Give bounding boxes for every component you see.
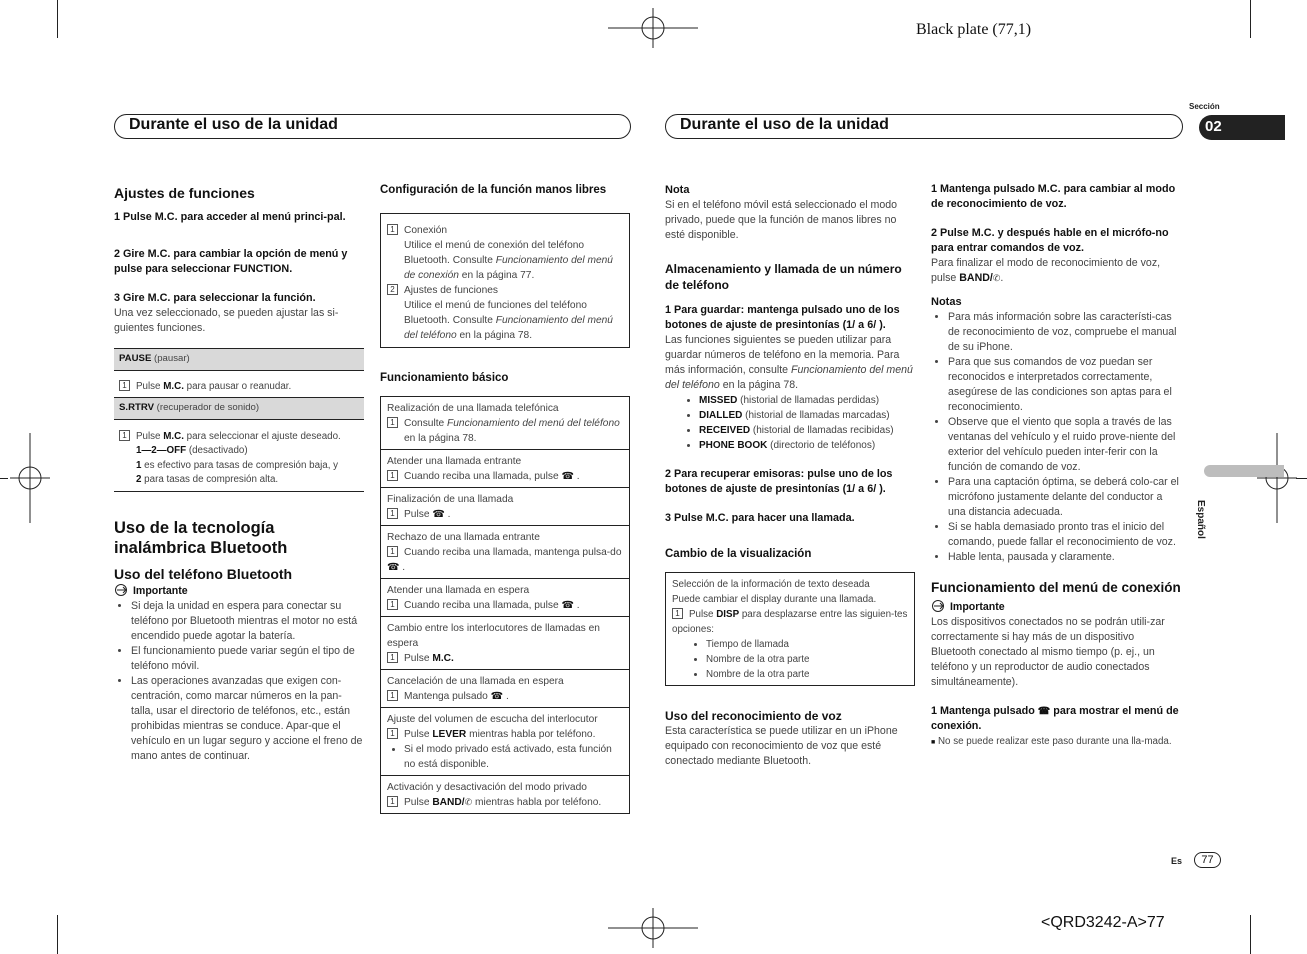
list-item: • Si se habla demasiado pronto tras el inicio del comando, puede fallar el reconocimiento de voz. (948, 520, 1181, 550)
voice-title: Uso del reconocimiento de voz (665, 709, 842, 723)
step-3-text: Una vez seleccionado, se pueden ajustar las si-guientes funciones. (114, 307, 339, 334)
column-1 (114, 182, 364, 764)
store-step-1-text: Las funciones siguientes se pueden utilizar para guardar números de teléfono en la memoria. Para más información, consulte Funcionamiento del menú del teléfono en la página 78. (665, 334, 913, 391)
table-row: Ajuste del volumen de escucha del interlocutor 1 Pulse LEVER mientras habla por teléfono. • Si el modo privado está activado, esta función no está disponible. (381, 708, 629, 776)
important-hand-icon (931, 600, 947, 612)
phone-handset-icon: ☎ (1037, 706, 1051, 717)
crop-line (0, 478, 8, 479)
list-item: • Nombre de la otra parte (706, 667, 908, 682)
crop-mark-icon (10, 433, 50, 523)
connection-note: ■ No se puede realizar este paso durante una lla-mada. (931, 736, 1172, 747)
srtrv-header: S.RTRV (recuperador de sonido) (114, 397, 364, 420)
crop-mark-icon (608, 8, 698, 48)
function-table (114, 348, 364, 492)
list-item: • DIALLED (historial de llamadas marcadas) (699, 408, 915, 423)
column-3 (665, 182, 915, 769)
column-2 (380, 182, 630, 814)
voice-text: Esta característica se puede utilizar en un iPhone equipado con reconocimiento de voz que esté conectado mediante Bluetooth. (665, 725, 898, 767)
list-item: • Si deja la unidad en espera para conectar su teléfono por Bluetooth mientras el motor no está encendido puede agotar la batería. (131, 599, 364, 644)
column-4 (931, 182, 1181, 750)
band-phone-icon: ✆ (464, 797, 473, 807)
phone-handset-icon: ☎ (490, 691, 504, 702)
table-row: Activación y desactivación del modo privado 1 Pulse BAND/✆ mientras habla por teléfono. (387, 782, 602, 808)
step-2: 2 Gire M.C. para cambiar la opción de menú y pulse para seleccionar FUNCTION. (114, 248, 348, 275)
nota-title: Nota (665, 184, 690, 196)
store-step-3: 3 Pulse M.C. para hacer una llamada. (665, 512, 855, 524)
list-item: • MISSED (historial de llamadas perdidas) (699, 393, 915, 408)
table-row: Realización de una llamada telefónica 1 Consulte Funcionamiento del menú del teléfono en la página 78. (381, 397, 629, 450)
display-box: Selección de la información de texto deseada Puede cambiar el display durante una llamada. 1 Pulse DISP para desplazarse entre las siguien-tes opciones: • Tiempo de llamada • Nombre de la otra parte • Nombre de la otra parte (665, 572, 915, 686)
crop-line (57, 0, 58, 38)
header-right (665, 114, 1183, 139)
list-item: • Para una captación óptima, se deberá colo-car el micrófono justamente delante del conductor a una distancia adecuada. (948, 475, 1181, 520)
list-item: • Tiempo de llamada (706, 637, 908, 652)
display-title: Cambio de la visualización (665, 548, 812, 560)
section-title: Ajustes de funciones (114, 185, 255, 201)
header-left-title: Durante el uso de la unidad (129, 116, 338, 133)
store-step-2: 2 Para recuperar emisoras: pulse uno de los botones de ajuste de presintonías (1/ a 6/ ). (665, 468, 893, 495)
list-item: • PHONE BOOK (directorio de teléfonos) (699, 438, 915, 453)
section-number: 02 (1205, 118, 1222, 135)
bluetooth-title: Uso de la tecnología inalámbrica Bluetooth (114, 518, 288, 557)
notas-list (931, 310, 1181, 565)
store-title: Almacenamiento y llamada de un número de teléfono (665, 262, 902, 292)
table-row: Rechazo de una llamada entrante 1 Cuando reciba una llamada, mantenga pulsa-do ☎ . (381, 526, 629, 579)
crop-line (1250, 0, 1251, 38)
phone-handset-icon: ☎ (561, 600, 574, 611)
important-note: Importante (931, 600, 1181, 615)
config-title: Configuración de la función manos libres (380, 184, 607, 196)
code-label: <QRD3242-A>77 (1041, 914, 1165, 931)
phone-handset-icon: ☎ (387, 562, 400, 573)
language-tab-bar (1204, 465, 1284, 477)
srtrv-row: 1 Pulse M.C. para seleccionar el ajuste deseado. 1—2—OFF (desactivado) 1 es efectivo para tasas de compresión baja, y 2 para tasas de compresión alta. (114, 420, 364, 491)
important-list (114, 599, 364, 764)
step-3: 3 Gire M.C. para seleccionar la función. (114, 292, 316, 304)
store-step-1: 1 Para guardar: mantenga pulsado uno de los botones de ajuste de presintonías (1/ a 6/ ). (665, 304, 900, 331)
list-item: • RECEIVED (historial de llamadas recibidas) (699, 423, 915, 438)
table-row: Atender una llamada entrante 1 Cuando reciba una llamada, pulse ☎ . (381, 450, 629, 488)
voice-step-1: 1 Mantenga pulsado M.C. para cambiar al modo de reconocimiento de voz. (931, 183, 1176, 210)
language-tab-label: Español (1195, 500, 1206, 539)
list-item: • El funcionamiento puede variar según el tipo de teléfono móvil. (131, 644, 364, 674)
voice-step-2-text: Para finalizar el modo de reconocimiento de voz, pulse BAND/✆. (931, 257, 1161, 284)
table-row: Cambio entre los interlocutores de llamadas en espera 1 Pulse M.C. (381, 617, 629, 670)
basic-title: Funcionamiento básico (380, 372, 509, 384)
crop-line (57, 915, 58, 954)
list-item: • Nombre de la otra parte (706, 652, 908, 667)
plate-label: Black plate (77,1) (916, 21, 1032, 38)
crop-line (1250, 915, 1251, 954)
band-phone-icon: ✆ (992, 273, 1001, 283)
list-item: • Observe que el viento que sopla a través de las ventanas del vehículo y el ruido prove-niente del exterior del vehículo pueden inter-ferir con la función de comando de voz. (948, 415, 1181, 475)
notas-title: Notas (931, 296, 962, 308)
history-list (665, 393, 915, 453)
important-hand-icon (114, 584, 130, 596)
list-item: • Las operaciones avanzadas que exigen con-centración, como marcar números en la pan-talla, usar el directorio de teléfonos, etc., están prohibidas mientras se conduce. Apar-que el vehículo en un lugar seguro y accione el freno de mano antes de continuar. (131, 674, 364, 764)
pause-row: 1 Pulse M.C. para pausar o reanudar. (114, 371, 364, 398)
footer-language: Es (1171, 856, 1183, 866)
bluetooth-phone-title: Uso del teléfono Bluetooth (114, 565, 293, 582)
connection-step-1: 1 Mantenga pulsado ☎ para mostrar el menú de conexión. (931, 705, 1179, 732)
section-tab (1199, 115, 1285, 140)
page-number: 77 (1194, 852, 1221, 868)
important-note: Importante (114, 584, 364, 599)
section-label: Sección (1189, 102, 1220, 111)
phone-handset-icon: ☎ (561, 471, 574, 482)
basic-box (380, 396, 630, 814)
list-item: • Hable lenta, pausada y claramente. (948, 550, 1181, 565)
header-left (114, 114, 631, 139)
nota-text: Si en el teléfono móvil está seleccionado el modo privado, puede que la función de manos libres no esté disponible. (665, 199, 898, 241)
config-box: 1 Conexión Utilice el menú de conexión del teléfono Bluetooth. Consulte Funcionamiento del menú de conexión en la página 77. 2 Ajustes de funciones Utilice el menú de funciones del teléfono Bluetooth. Consulte Funcionamiento del menú del teléfono en la página 78. (380, 213, 630, 348)
connection-title: Funcionamiento del menú de conexión (931, 580, 1181, 595)
crop-mark-icon (1257, 433, 1297, 523)
pause-header: PAUSE (pausar) (114, 348, 364, 371)
list-item: • Para que sus comandos de voz puedan ser reconocidos e interpretados correctamente, asegúrese de las condiciones son aptas para el reconocimiento. (948, 355, 1181, 415)
crop-mark-icon (608, 908, 698, 948)
voice-step-2: 2 Pulse M.C. y después hable en el micrófo-no para entrar comandos de voz. (931, 227, 1169, 254)
table-row: Atender una llamada en espera 1 Cuando reciba una llamada, pulse ☎ . (381, 579, 629, 617)
table-row: Finalización de una llamada 1 Pulse ☎ . (381, 488, 629, 526)
table-row: Cancelación de una llamada en espera 1 Mantenga pulsado ☎ . (381, 670, 629, 708)
step-1: 1 Pulse M.C. para acceder al menú princi-pal. (114, 211, 346, 223)
list-item: • Para más información sobre las característi-cas de reconocimiento de voz, compruebe el manual de su iPhone. (948, 310, 1181, 355)
crop-line (1296, 478, 1307, 479)
connection-text: Los dispositivos conectados no se podrán utili-zar correctamente si hay más de un dispositivo Bluetooth conectado al mismo tiempo (p. ej., un teléfono y un reproductor de audio conectados simultáneamente). (931, 616, 1165, 688)
header-right-title: Durante el uso de la unidad (680, 116, 889, 133)
phone-handset-icon: ☎ (432, 509, 445, 520)
